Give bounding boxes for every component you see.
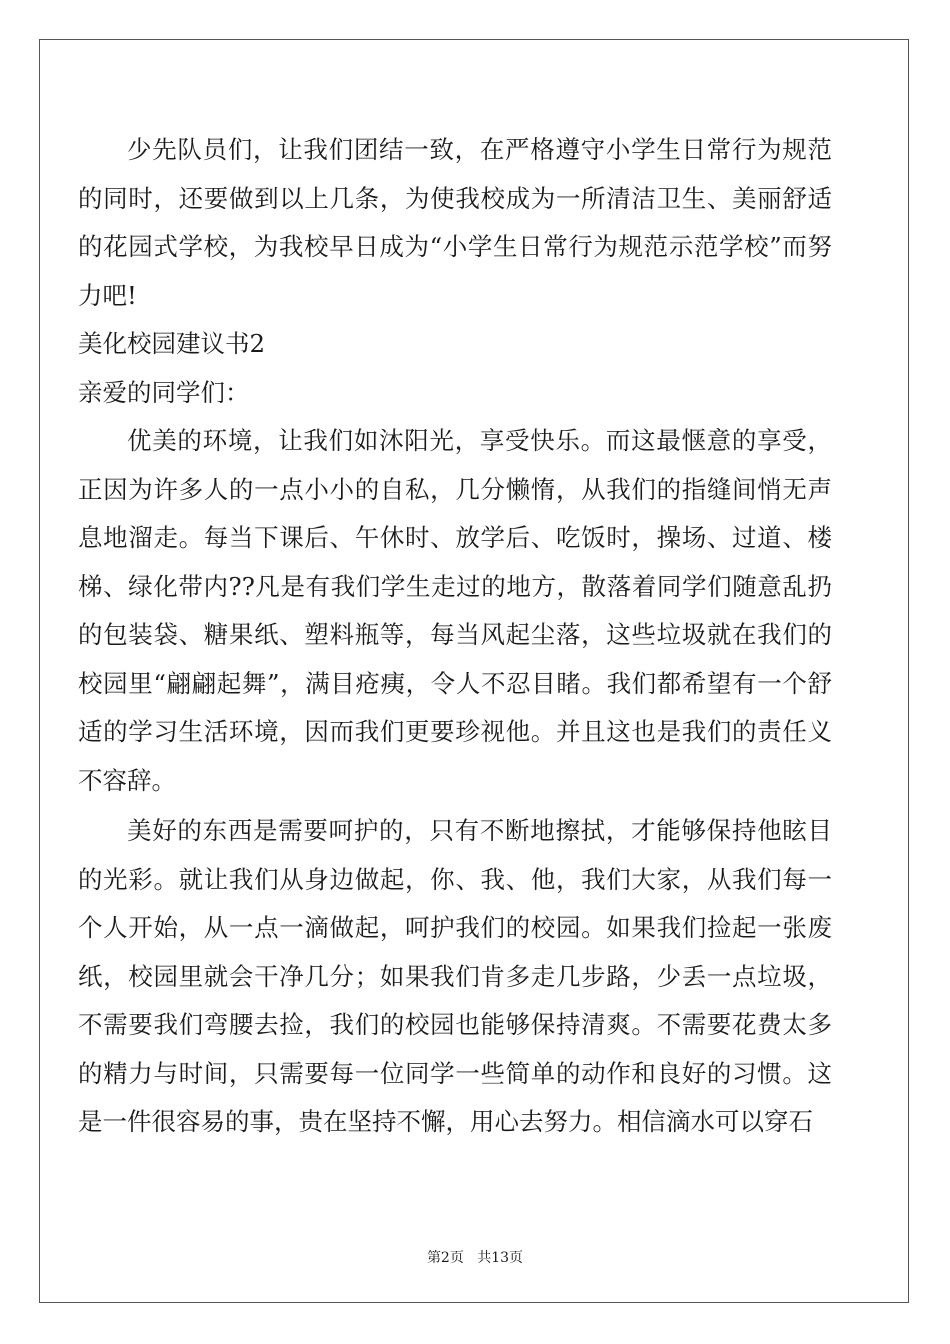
document-body (78, 126, 832, 1147)
paragraph-1: 少先队员们，让我们团结一致，在严格遵守小学生日常行为规范的同时，还要做到以上几条，为使我校成为一所清洁卫生、美丽舒适的花园式学校，为我校早日成为“小学生日常行为规范示范学校”而努力吧! (78, 135, 832, 310)
page-number: 第2页 (426, 1250, 464, 1266)
page-total: 共13页 (477, 1250, 524, 1266)
section-heading: 美化校园建议书2 (78, 329, 266, 358)
paragraph-2: 优美的环境，让我们如沐阳光，享受快乐。而这最惬意的享受，正因为许多人的一点小小的自私，几分懒惰，从我们的指缝间悄无声息地溜走。每当下课后、午休时、放学后、吃饭时，操场、过道、楼梯、绿化带内??凡是有我们学生走过的地方，散落着同学们随意乱扔的包装袋、糖果纸、塑料瓶等，每当风起尘落，这些垃圾就在我们的校园里“翩翩起舞”，满目疮痍，令人不忍目睹。我们都希望有一个舒适的学习生活环境，因而我们更要珍视他。并且这也是我们的责任义不容辞。 (78, 426, 832, 795)
salutation: 亲爱的同学们： (78, 377, 250, 407)
page-footer (0, 1247, 950, 1267)
paragraph-3: 美好的东西是需要呵护的，只有不断地擦拭，才能够保持他眩目的光彩。就让我们从身边做起，你、我、他，我们大家，从我们每一个人开始，从一点一滴做起，呵护我们的校园。如果我们捡起一张废纸，校园里就会干净几分；如果我们肯多走几步路，少丢一点垃圾，不需要我们弯腰去捡，我们的校园也能够保持清爽。不需要花费太多的精力与时间，只需要每一位同学一些简单的动作和良好的习惯。这是一件很容易的事，贵在坚持不懈，用心去努力。相信滴水可以穿石 (78, 816, 832, 1136)
